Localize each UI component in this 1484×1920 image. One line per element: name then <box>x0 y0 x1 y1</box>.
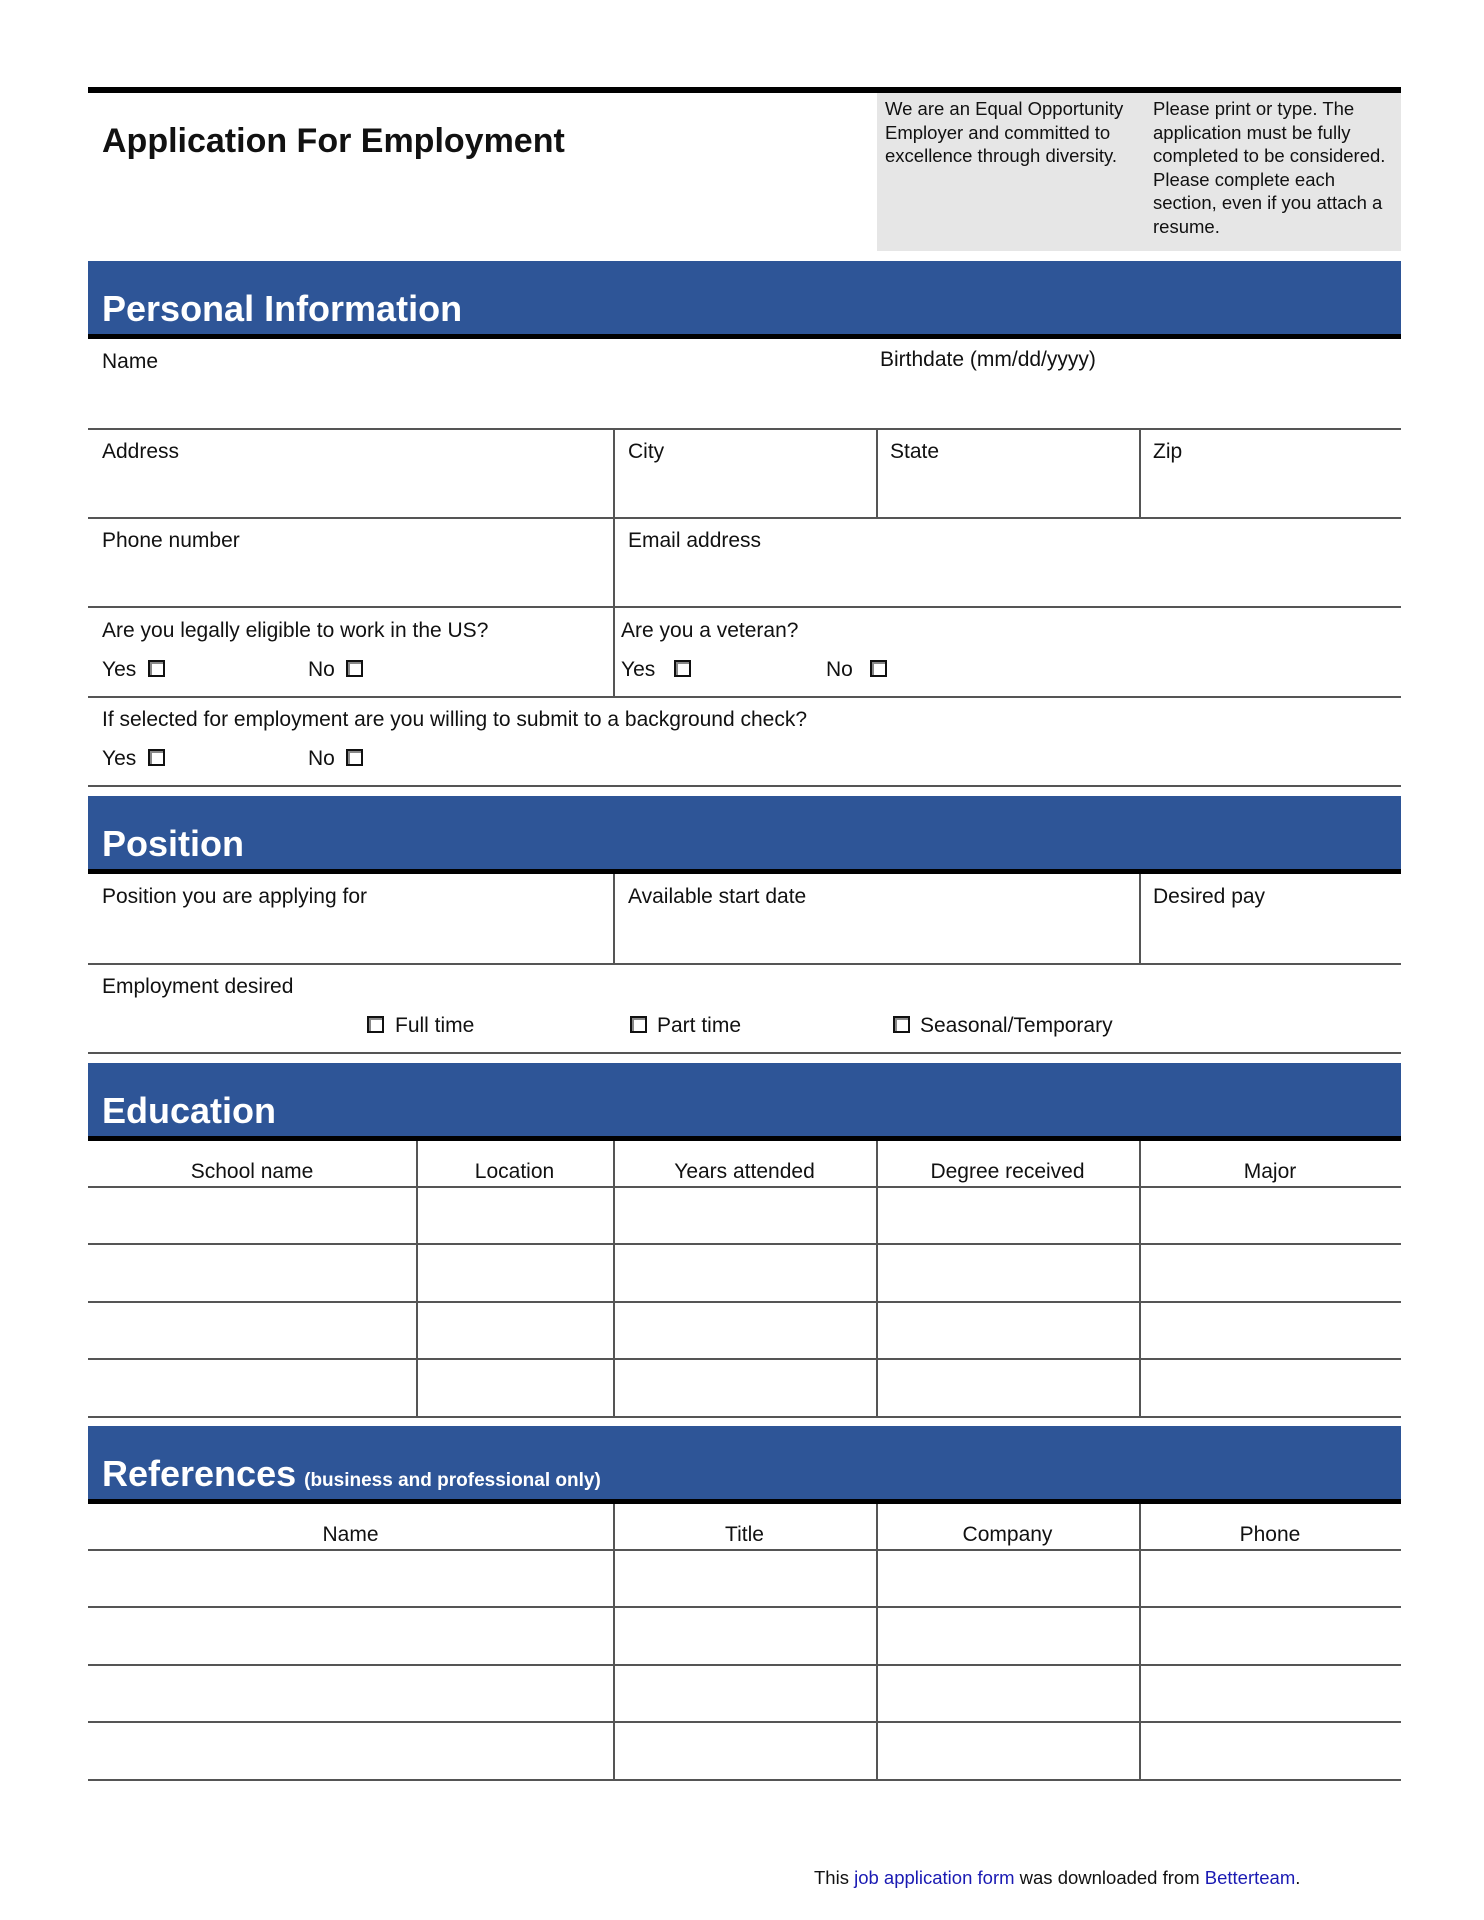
divider <box>88 963 1401 965</box>
full-time-checkbox[interactable] <box>367 1016 384 1033</box>
position-label: Position you are applying for <box>102 885 367 908</box>
divider <box>88 606 1401 608</box>
section-heading <box>102 1453 601 1495</box>
references-col-name: Name <box>322 1523 379 1546</box>
eligible-no-checkbox[interactable] <box>346 660 363 677</box>
background-no-checkbox[interactable] <box>346 749 363 766</box>
references-heading: References <box>102 1453 297 1494</box>
birthdate-label: Birthdate (mm/dd/yyyy) <box>880 348 1096 371</box>
divider <box>1139 874 1141 963</box>
name-label: Name <box>102 350 159 373</box>
divider <box>876 1141 878 1416</box>
phone-label: Phone number <box>102 529 240 552</box>
table-row <box>88 1664 1401 1666</box>
divider <box>88 696 1401 698</box>
divider <box>613 1504 615 1779</box>
divider <box>88 1052 1401 1054</box>
footer-prefix: This <box>814 1867 855 1888</box>
references-col-company: Company <box>962 1523 1053 1546</box>
veteran-yes-checkbox[interactable] <box>674 660 691 677</box>
application-form <box>88 0 1401 1920</box>
desired-pay-label: Desired pay <box>1153 885 1266 908</box>
zip-label: Zip <box>1153 440 1183 463</box>
veteran-no-checkbox[interactable] <box>870 660 887 677</box>
part-time-label: Part time <box>657 1014 742 1037</box>
divider <box>1139 1141 1141 1416</box>
seasonal-checkbox[interactable] <box>893 1016 910 1033</box>
veteran-yes-label: Yes <box>621 658 656 681</box>
education-col-location: Location <box>474 1160 555 1183</box>
divider <box>613 874 615 963</box>
instructions-note: Please print or type. The application must be fully completed to be considered. Please complete each section, even if you attach a resume. <box>1145 93 1401 251</box>
education-col-degree: Degree received <box>930 1160 1085 1183</box>
full-time-label: Full time <box>395 1014 475 1037</box>
references-col-title: Title <box>725 1523 764 1546</box>
veteran-question: Are you a veteran? <box>621 619 799 642</box>
footer-middle: was downloaded from <box>1014 1867 1205 1888</box>
divider <box>876 428 878 517</box>
table-row <box>88 1549 1401 1551</box>
table-row <box>88 1416 1401 1418</box>
job-application-form-link[interactable]: job application form <box>854 1867 1015 1888</box>
references-col-phone: Phone <box>1239 1523 1301 1546</box>
start-date-label: Available start date <box>628 885 807 908</box>
education-col-years: Years attended <box>674 1160 815 1183</box>
background-question: If selected for employment are you willing to submit to a background check? <box>102 708 808 731</box>
background-yes-checkbox[interactable] <box>148 749 165 766</box>
divider <box>1139 428 1141 517</box>
section-heading: Personal Information <box>102 288 463 329</box>
section-heading: Education <box>102 1090 277 1131</box>
table-row <box>88 1721 1401 1723</box>
address-label: Address <box>102 440 180 463</box>
section-education <box>88 1063 1401 1141</box>
section-personal-information <box>88 261 1401 339</box>
education-col-school: School name <box>190 1160 314 1183</box>
table-row <box>88 1779 1401 1781</box>
divider <box>613 428 615 517</box>
table-row <box>88 1606 1401 1608</box>
divider <box>613 1141 615 1416</box>
state-label: State <box>890 440 940 463</box>
eligible-question: Are you legally eligible to work in the US? <box>102 619 489 642</box>
background-yes-label: Yes <box>102 747 137 770</box>
divider <box>1139 1504 1141 1779</box>
betterteam-link[interactable]: Betterteam <box>1204 1867 1296 1888</box>
eligible-yes-checkbox[interactable] <box>148 660 165 677</box>
divider <box>88 517 1401 519</box>
veteran-no-label: No <box>826 658 853 681</box>
employment-desired-label: Employment desired <box>102 975 294 998</box>
education-col-major: Major <box>1243 1160 1297 1183</box>
table-row <box>88 1186 1401 1188</box>
seasonal-label: Seasonal/Temporary <box>920 1014 1113 1037</box>
references-subheading: (business and professional only) <box>304 1470 601 1491</box>
footer-note <box>814 1867 1300 1889</box>
footer-suffix: . <box>1295 1867 1301 1888</box>
divider <box>876 1504 878 1779</box>
divider <box>88 428 1401 430</box>
divider <box>88 785 1401 787</box>
eligible-no-label: No <box>308 658 335 681</box>
email-label: Email address <box>628 529 762 552</box>
part-time-checkbox[interactable] <box>630 1016 647 1033</box>
table-row <box>88 1358 1401 1360</box>
background-no-label: No <box>308 747 335 770</box>
form-title: Application For Employment <box>102 122 565 160</box>
table-row <box>88 1301 1401 1303</box>
table-row <box>88 1243 1401 1245</box>
section-position <box>88 796 1401 874</box>
section-references <box>88 1426 1401 1504</box>
section-heading: Position <box>102 823 244 864</box>
divider <box>416 1141 418 1416</box>
city-label: City <box>628 440 665 463</box>
eoe-note: We are an Equal Opportunity Employer and committed to excellence through diversity. <box>877 93 1145 251</box>
eligible-yes-label: Yes <box>102 658 137 681</box>
